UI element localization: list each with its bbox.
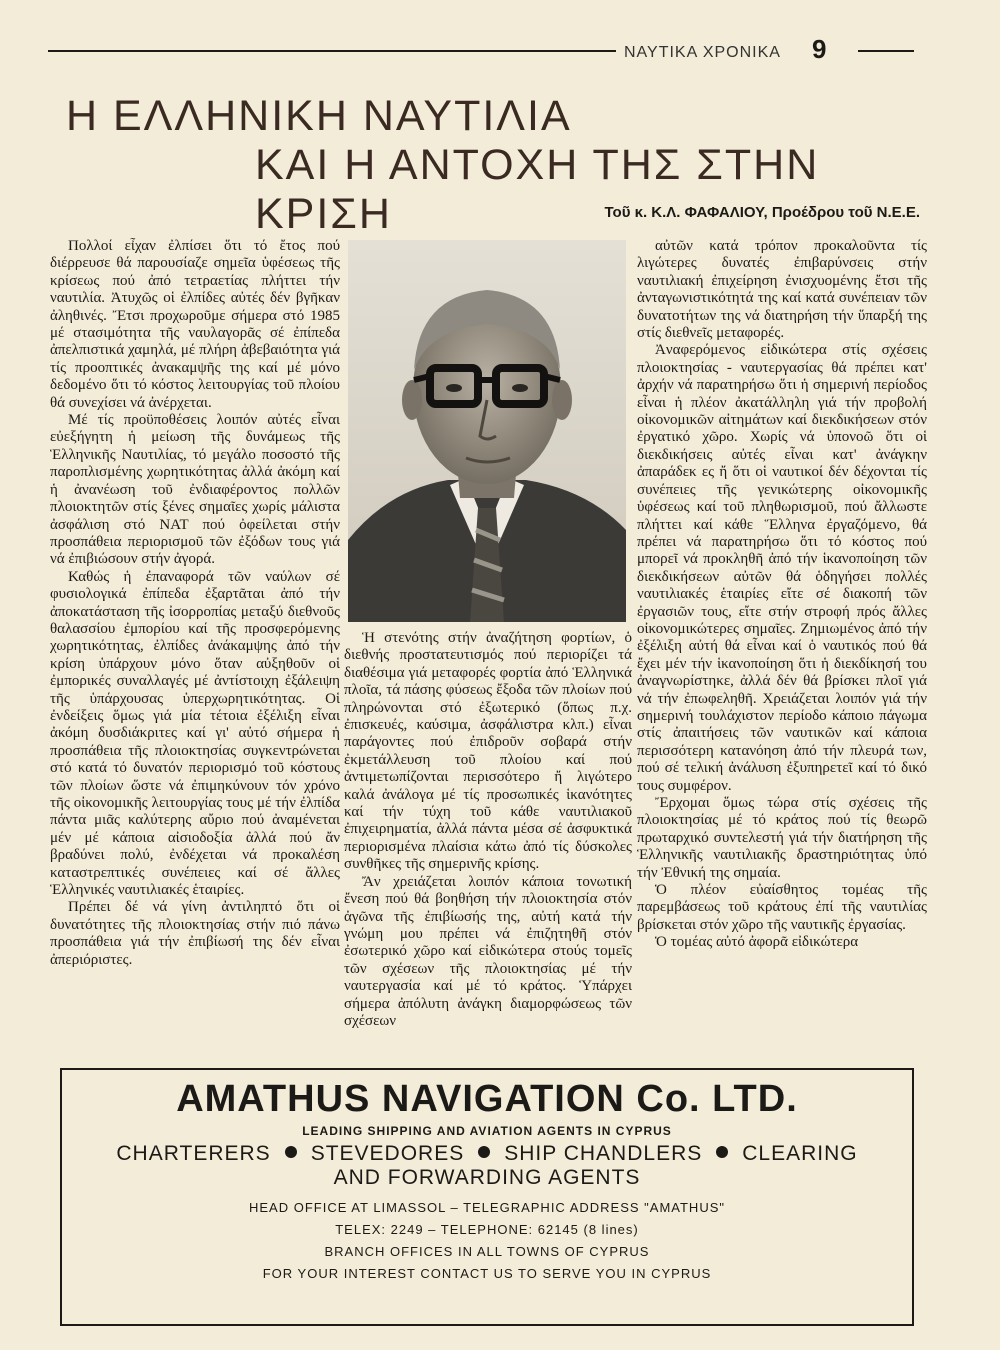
paragraph: αὐτῶν κατά τρόπον προκαλοῦντα τίς λιγώτερες δυνατές ἐπιβαρύνσεις στήν ναυτιλιακή ἐπιχείρηση ἐνισχυομένης ἔτσι τῆς ἀνταγωνιστικότητά της καί κατά συνέπειαν τῶν δυνατοτήτων της νά διατηρήση τήν ὕπαρξή της στίς διεθνεῖς μεταφορές.	[637, 238, 927, 342]
running-title: ΝΑΥΤΙΚΑ ΧΡΟΝΙΚΑ	[624, 44, 781, 61]
ad-telex: TELEX: 2249 – TELEPHONE: 62145 (8 lines)	[335, 1222, 639, 1237]
paragraph: Ἄν χρειάζεται λοιπόν κάποια τονωτική ἔνεση πού θά βοηθήση τήν πλοιοκτησία στόν ἀγῶνα τῆς ἐπιβίωσής της, αὐτή κατά τήν γνώμη μου πρέπει νά ἐπιζητηθῆ στόν ἐσωτερικό χῶρο καί εἰδικώτερα στούς τομεῖς τῶν σχέσεων τῆς πλοιοκτησίας μέ τήν ναυτεργασία καί μέ τό κράτος. Ὑπάρχει σήμερα ἀπόλυτη ἀνάγκη διαμορφώσεως τῶν σχέσεων	[344, 873, 632, 1029]
header-rule-right	[858, 50, 914, 52]
ad-service-item: CHARTERERS	[116, 1142, 271, 1165]
ad-service-item: CLEARING	[742, 1142, 858, 1165]
bullet-icon	[716, 1146, 728, 1158]
article-column-2	[344, 630, 632, 1064]
ad-service-item: SHIP CHANDLERS	[504, 1142, 703, 1165]
ad-contact: FOR YOUR INTEREST CONTACT US TO SERVE YOU IN CYPRUS	[262, 1266, 712, 1281]
header-rule-left	[48, 50, 616, 52]
advertisement-box	[60, 1068, 914, 1326]
paragraph: Ἔρχομαι ὅμως τώρα στίς σχέσεις τῆς πλοιοκτησίας μέ τό κράτος πού τίς θεωρῶ πρωταρχικό συντελεστή γιά τήν διατήρηση τῆς Ἑλληνικῆς ναυτιλιακῆς δραστηριότητας ὑπό τήν Ἐθνική της σημαία.	[637, 795, 927, 881]
paragraph: Ὁ τομέας αὐτό ἀφορᾶ εἰδικώτερα	[655, 934, 859, 951]
paragraph: Ἀναφερόμενος εἰδικώτερα στίς σχέσεις πλοιοκτησίας - ναυτεργασίας θά πρέπει κατ' ἀρχήν νά παρατηρήσω ὅτι ἡ σημερινή περίοδος εἶναι ἡ πλέον ἀκατάλληλη γιά τήν προβολή οἰκονομικῶν αἰτημάτων καί διεκδικήσεων στόν ἐργατικό χῶρο. Χωρίς νά ὑπονοῶ ὅτι οἱ διεκδικήσεις αὐτές εἶναι κατ' ἀνάγκην ἀπαράδεκ ες ἤ ὅτι οἱ ναυτικοί δέν δέχονται τίς συνέπειες τῆς γενικώτερης οἰκονομικῆς ὑφέσεως καί τοῦ πληθωρισμοῦ, πού ἄλλωστε πλήττει καί κάθε Ἕλληνα ἐργαζόμενο, θά πρέπει νά παρατηρήσω ὅτι τό κόστος πού μπορεῖ νά προκληθῆ ἀπό τήν ἱκανοποίηση τῶν διεκδικήσεων αὐτῶν θά ὁδηγήσει πολλές ναυτιλιακές ἑταιρίες εἴτε σέ διακοπή τῶν ἐργασιῶν τους, εἴτε στήν στροφή πρός ἄλλες οἰκονομικώτερες σημαῖες. Ζημιωμένος ἀπό τήν ἐξέλιξη αὐτή θά εἶναι καί ὁ ναυτικός πού θά ἔχει μέν τήν ἱκανοποίηση ὅτι ἡ διεκδίκησή του ἀναγνωρίστηκε, ἀλλά δέν θά βρίσκει πλοῖ γιά νά τήν ἐπωφεληθῆ. Χρειάζεται λοιπόν γιά τήν σημερινή τουλάχιστον περίοδο κάποιο πάγωμα στίς ἀπαιτήσεις τῶν ναυτικῶν καί κάποια περισσότερη κατανόηση ἀπό τήν πλευρά των, πού σέ τελική ἀνάλυση ἐξυπηρετεῖ καί τό δικό τους συμφέρον.	[637, 342, 927, 794]
ad-services-line2: AND FORWARDING AGENTS	[333, 1166, 641, 1189]
paragraph: Ἡ στενότης στήν ἀναζήτηση φορτίων, ὁ διεθνής προστατευτισμός πού περιορίζει τά διαθέσιμα γιά μεταφορές φορτία ἀπό Ἑλληνικά πλοῖα, τά πάσης φύσεως ἔξοδα τῶν πλοίων πού πληρώνονται στό ἐξωτερικό (ὅπως π.χ. ἐπισκευές, καύσιμα, ἀσφάλιστρα κλπ.) εἶναι παράγοντες πού ἐπιδροῦν σοβαρά στήν ἐκμετάλλευση τοῦ πλοίου καί πού ἀντιμετωπίζονται περισσότερο ἤ λιγώτερο καλά ἀνάλογα μέ τίς προσωπικές ἱκανότητες καί τήν τύχη τοῦ κάθε ναυτιλιακοῦ ἐπιχειρηματία, ἀλλά πάντα μέσα σέ ἀσφυκτικά περιορισμένα πλαίσια κάτω ἀπό τίς δύσκολες συνθῆκες τῆς σημερινῆς κρίσης.	[344, 630, 632, 873]
bullet-icon	[285, 1146, 297, 1158]
ad-head-office: HEAD OFFICE AT LIMASSOL – TELEGRAPHIC ADDRESS "AMATHUS"	[249, 1200, 725, 1215]
paragraph: Ὁ πλέον εὐαίσθητος τομέας τῆς παρεμβάσεως τοῦ κράτους ἐπί τῆς ναυτιλίας βρίσκεται στόν χῶρο τῆς ναυτικῆς ἐργασίας.	[637, 882, 927, 933]
page-number: 9	[812, 34, 827, 64]
ad-branches: BRANCH OFFICES IN ALL TOWNS OF CYPRUS	[324, 1244, 650, 1259]
paragraph: Καθώς ἡ ἐπαναφορά τῶν ναύλων σέ φυσιολογικά ἐπίπεδα ἐξαρτᾶται ἀπό τήν ἀποκατάσταση τῆς ἰσορροπίας μεταξύ διεθνοῦς θαλασσίου ἐμπορίου καί τῆς προσφερόμενης χωρητικότητας, ἐλπίδες ἀνάκαμψης ἀπό τήν κρίση ὑπάρχουν μόνο ὅταν αὐξηθοῦν οἱ ἐμπορικές συναλλαγές μέ ἀντίστοιχη ἐξάλειψη τῆς ὑπάρχουσας ὑπερχωρητικότητας. Οἱ ἐνδείξεις ὅμως γιά μία τέτοια ἐξέλιξη εἶναι ἀκόμη δυσδιάκριτες καί γι' αὐτό σήμερα ἡ προσπάθεια τῆς πλοιοκτησίας συγκεντρώνεται στό κατά τό δυνατόν περιορισμό τοῦ κόστους τῶν πλοίων ὥστε νά ἐπιμηκύνουν τόν χρόνο τῆς οἰκονομικῆς λειτουργίας τους μέ τήν ἐλπίδα πάντα μιᾶς καλύτερης αὔριο πού ἀναμένεται μέν μέ κάποια αἰσιοδοξία ἀλλά πού ἄν βραδύνει πολύ, ἐνδέχεται νά προκαλέση καταστρεπτικές συνέπειες καί σέ ἄλλες Ἑλληνικές ναυτιλιακές ἑταιρίες.	[50, 568, 340, 899]
article-byline: Τοῦ κ. Κ.Λ. ΦΑΦΑΛΙΟΥ, Προέδρου τοῦ Ν.Ε.Ε.	[604, 204, 920, 221]
author-portrait-photo	[348, 240, 626, 622]
ad-service-item: STEVEDORES	[310, 1142, 465, 1165]
paragraph: Μέ τίς προϋποθέσεις λοιπόν αὐτές εἶναι εὐεξήγητη ἡ μείωση τῆς δυνάμεως τῆς Ἑλληνικῆς Ναυτιλίας, τό μεγάλο ποσοστό τῆς παροπλισμένης χωρητικότητας ἀλλά ἀκόμη καί ἡ ἀνανέωση τοῦ ἐνδιαφέροντος πολλῶν πλοιοκτητῶν στίς ξένες σημαῖες χωρίς μάλιστα ἀσφάλιση στό ΝΑΤ πού ὀφείλεται στήν προσπάθεια περιορισμοῦ τῶν ἐξόδων τους γιά νά ἐπιβιώσουν στήν ἀγορά.	[50, 412, 340, 568]
article-title-line1: Η ΕΛΛΗΝΙΚΗ ΝΑΥΤΙΛΙΑ	[66, 92, 572, 140]
bullet-icon	[478, 1146, 490, 1158]
ad-tagline: LEADING SHIPPING AND AVIATION AGENTS IN CYPRUS	[302, 1124, 672, 1138]
portrait-illustration	[348, 240, 626, 622]
paragraph: Πολλοί εἶχαν ἐλπίσει ὅτι τό ἔτος πού διέρρευσε θά παρουσίαζε σημεῖα ὑφέσεως τῆς κρίσεως πού ἀπό τετραετίας πλήττει τήν ναυτιλία. Ἀτυχῶς οἱ ἐλπίδες αὐτές δέν βγῆκαν ἀληθινές. Ἔτσι προχωροῦμε σήμερα στό 1985 μέ στασιμότητα τῆς ναυλαγορᾶς σέ ἐπίπεδα ἀπελπιστικά χαμηλά, μέ πλήρη ἀβεβαιότητα γιά τίς προοπτικές ἀνακαμψῆς της καί μέ μόνο δεδομένο ὅτι τό κόστος λειτουργίας τοῦ πλοίου θά συνεχίσει νά ἀνέρχεται.	[50, 238, 340, 411]
ad-services	[82, 1142, 892, 1190]
article-column-1	[50, 238, 340, 1064]
paragraph: Πρέπει δέ νά γίνη ἀντιληπτό ὅτι οἱ δυνατότητες τῆς πλοιοκτησίας στήν πιό πάνω προσπάθεια γιά τήν ἐπιβίωσή της δέν εἶναι ἀπεριόριστες.	[50, 899, 340, 968]
article-title-line2: ΚΑΙ Η ΑΝΤΟΧΗ ΤΗΣ ΣΤΗΝ ΚΡΙΣΗ	[255, 141, 820, 238]
ad-company-name: AMATHUS NAVIGATION Co. LTD.	[176, 1078, 798, 1120]
article-column-3	[637, 238, 927, 1064]
